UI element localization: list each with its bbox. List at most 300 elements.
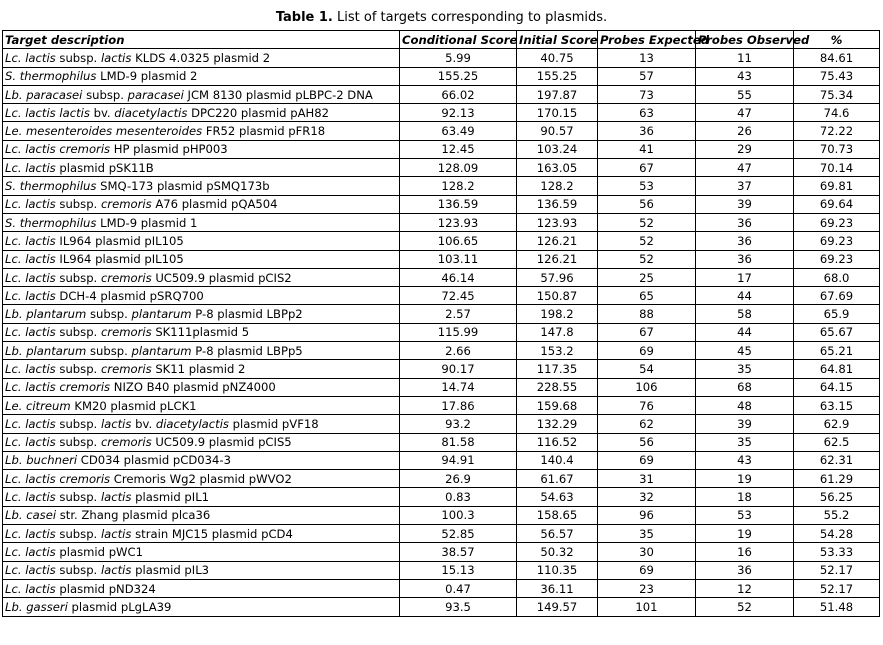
probes-expected-cell: 52	[598, 213, 696, 231]
description-text: P-8 plasmid LBPp2	[191, 307, 303, 322]
conditional-score-cell: 93.2	[400, 415, 517, 433]
target-description-cell	[3, 561, 400, 579]
table-row	[3, 378, 880, 396]
probes-observed-cell: 18	[696, 488, 794, 506]
probes-observed-cell: 39	[696, 415, 794, 433]
percent-cell: 63.15	[794, 396, 880, 414]
subspecies-name: lactis	[100, 50, 132, 65]
table-caption	[0, 9, 883, 26]
probes-observed-cell: 17	[696, 268, 794, 286]
conditional-score-cell: 63.49	[400, 122, 517, 140]
probes-expected-cell: 52	[598, 232, 696, 250]
probes-expected-cell: 67	[598, 159, 696, 177]
probes-expected-cell: 53	[598, 177, 696, 195]
probes-expected-cell: 67	[598, 323, 696, 341]
subspecies-name: lactis	[100, 526, 132, 541]
organism-name: Lb. gasseri	[5, 599, 68, 614]
description-text: HP plasmid pHP003	[110, 142, 228, 157]
subspecies-name: lactis	[100, 563, 132, 578]
percent-cell: 53.33	[794, 543, 880, 561]
subspecies-name: lactis	[100, 490, 132, 505]
description-text: subsp.	[55, 416, 101, 431]
percent-cell: 69.23	[794, 250, 880, 268]
subspecies-name: cremoris	[100, 325, 152, 340]
organism-name: Lc. lactis	[5, 252, 56, 267]
target-description-cell	[3, 67, 400, 85]
probes-observed-cell: 53	[696, 506, 794, 524]
table-row	[3, 598, 880, 616]
table-row	[3, 213, 880, 231]
table-row	[3, 305, 880, 323]
initial-score-cell: 197.87	[517, 85, 598, 103]
conditional-score-cell: 2.57	[400, 305, 517, 323]
percent-cell: 70.14	[794, 159, 880, 177]
probes-observed-cell: 35	[696, 433, 794, 451]
probes-observed-cell: 35	[696, 360, 794, 378]
probes-observed-cell: 16	[696, 543, 794, 561]
table-row	[3, 451, 880, 469]
probes-expected-cell: 76	[598, 396, 696, 414]
organism-name: S. thermophilus	[5, 179, 97, 194]
table-row	[3, 49, 880, 67]
organism-name: Lc. lactis	[5, 581, 56, 596]
conditional-score-cell: 26.9	[400, 470, 517, 488]
probes-observed-cell: 68	[696, 378, 794, 396]
percent-cell: 62.9	[794, 415, 880, 433]
target-description-cell	[3, 433, 400, 451]
description-text: str. Zhang plasmid plca36	[56, 508, 211, 523]
description-text: DCH-4 plasmid pSRQ700	[55, 288, 204, 303]
percent-cell: 62.31	[794, 451, 880, 469]
conditional-score-cell: 2.66	[400, 342, 517, 360]
organism-name: Le. citreum	[5, 398, 71, 413]
description-text: LMD-9 plasmid 1	[96, 215, 198, 230]
table-row	[3, 232, 880, 250]
table-row	[3, 525, 880, 543]
initial-score-cell: 128.2	[517, 177, 598, 195]
table-body	[3, 49, 880, 616]
organism-name: Lc. lactis	[5, 197, 56, 212]
initial-score-cell: 163.05	[517, 159, 598, 177]
description-text: subsp.	[55, 270, 101, 285]
description-text: plasmid pLgLA39	[67, 599, 172, 614]
target-description-cell	[3, 250, 400, 268]
probes-expected-cell: 25	[598, 268, 696, 286]
description-text: UC509.9 plasmid pCIS5	[151, 435, 292, 450]
initial-score-cell: 56.57	[517, 525, 598, 543]
organism-name: Lc. lactis lactis	[5, 105, 90, 120]
probes-observed-cell: 43	[696, 67, 794, 85]
probes-observed-cell: 12	[696, 579, 794, 597]
initial-score-cell: 90.57	[517, 122, 598, 140]
description-text: KM20 plasmid pLCK1	[70, 398, 197, 413]
initial-score-cell: 150.87	[517, 287, 598, 305]
probes-expected-cell: 57	[598, 67, 696, 85]
probes-expected-cell: 35	[598, 525, 696, 543]
conditional-score-cell: 100.3	[400, 506, 517, 524]
conditional-score-cell: 94.91	[400, 451, 517, 469]
organism-name: Lb. paracasei	[5, 87, 83, 102]
initial-score-cell: 159.68	[517, 396, 598, 414]
percent-cell: 61.29	[794, 470, 880, 488]
target-description-cell	[3, 287, 400, 305]
target-description-cell	[3, 470, 400, 488]
percent-cell: 64.81	[794, 360, 880, 378]
percent-cell: 51.48	[794, 598, 880, 616]
probes-observed-cell: 39	[696, 195, 794, 213]
conditional-score-cell: 38.57	[400, 543, 517, 561]
initial-score-cell: 149.57	[517, 598, 598, 616]
initial-score-cell: 117.35	[517, 360, 598, 378]
probes-expected-cell: 106	[598, 378, 696, 396]
probes-expected-cell: 41	[598, 140, 696, 158]
conditional-score-cell: 72.45	[400, 287, 517, 305]
description-text: IL964 plasmid pIL105	[55, 233, 184, 248]
description-text: bv.	[131, 416, 156, 431]
conditional-score-cell: 66.02	[400, 85, 517, 103]
target-description-cell	[3, 451, 400, 469]
percent-cell: 52.17	[794, 561, 880, 579]
subspecies-name: cremoris	[100, 435, 152, 450]
conditional-score-cell: 52.85	[400, 525, 517, 543]
description-text: subsp.	[55, 197, 101, 212]
probes-expected-cell: 96	[598, 506, 696, 524]
description-text: subsp.	[55, 325, 101, 340]
description-text: plasmid pIL3	[131, 563, 210, 578]
description-text: subsp.	[55, 50, 101, 65]
description-text: plasmid pIL1	[131, 490, 210, 505]
probes-observed-cell: 36	[696, 232, 794, 250]
probes-expected-cell: 36	[598, 122, 696, 140]
description-text: subsp.	[82, 87, 128, 102]
target-description-cell	[3, 232, 400, 250]
target-description-cell	[3, 396, 400, 414]
header-probes-observed: Probes Observed	[696, 31, 794, 49]
initial-score-cell: 140.4	[517, 451, 598, 469]
initial-score-cell: 147.8	[517, 323, 598, 341]
probes-observed-cell: 11	[696, 49, 794, 67]
percent-cell: 74.6	[794, 104, 880, 122]
probes-observed-cell: 47	[696, 104, 794, 122]
table-row	[3, 287, 880, 305]
initial-score-cell: 50.32	[517, 543, 598, 561]
conditional-score-cell: 46.14	[400, 268, 517, 286]
percent-cell: 70.73	[794, 140, 880, 158]
initial-score-cell: 126.21	[517, 250, 598, 268]
probes-observed-cell: 36	[696, 250, 794, 268]
description-text: plasmid pVF18	[228, 416, 319, 431]
initial-score-cell: 126.21	[517, 232, 598, 250]
percent-cell: 67.69	[794, 287, 880, 305]
initial-score-cell: 228.55	[517, 378, 598, 396]
probes-expected-cell: 88	[598, 305, 696, 323]
subspecies-name: lactis	[100, 416, 132, 431]
organism-name: Lc. lactis	[5, 325, 56, 340]
description-text: CD034 plasmid pCD034-3	[77, 453, 231, 468]
probes-observed-cell: 48	[696, 396, 794, 414]
table-row	[3, 415, 880, 433]
description-text: subsp.	[55, 490, 101, 505]
conditional-score-cell: 0.83	[400, 488, 517, 506]
description-text: subsp.	[86, 343, 132, 358]
description-text: bv.	[89, 105, 115, 120]
conditional-score-cell: 136.59	[400, 195, 517, 213]
initial-score-cell: 170.15	[517, 104, 598, 122]
initial-score-cell: 155.25	[517, 67, 598, 85]
organism-name: Lc. lactis cremoris	[5, 142, 111, 157]
conditional-score-cell: 92.13	[400, 104, 517, 122]
percent-cell: 65.21	[794, 342, 880, 360]
percent-cell: 55.2	[794, 506, 880, 524]
table-row	[3, 195, 880, 213]
initial-score-cell: 153.2	[517, 342, 598, 360]
probes-expected-cell: 63	[598, 104, 696, 122]
table-row	[3, 67, 880, 85]
target-description-cell	[3, 415, 400, 433]
organism-name: Lc. lactis cremoris	[5, 471, 111, 486]
target-description-cell	[3, 525, 400, 543]
conditional-score-cell: 128.2	[400, 177, 517, 195]
table-row	[3, 488, 880, 506]
organism-name: Lc. lactis	[5, 416, 56, 431]
percent-cell: 75.34	[794, 85, 880, 103]
probes-observed-cell: 36	[696, 561, 794, 579]
subspecies-name: cremoris	[100, 197, 152, 212]
organism-name: Lc. lactis	[5, 526, 56, 541]
percent-cell: 62.5	[794, 433, 880, 451]
table-row	[3, 250, 880, 268]
probes-observed-cell: 43	[696, 451, 794, 469]
target-description-cell	[3, 342, 400, 360]
table-row	[3, 561, 880, 579]
header-initial-score: Initial Score	[517, 31, 598, 49]
target-description-cell	[3, 49, 400, 67]
probes-expected-cell: 65	[598, 287, 696, 305]
target-description-cell	[3, 488, 400, 506]
probes-expected-cell: 69	[598, 342, 696, 360]
conditional-score-cell: 115.99	[400, 323, 517, 341]
table-row	[3, 159, 880, 177]
initial-score-cell: 132.29	[517, 415, 598, 433]
biovar-name: diacetylactis	[155, 416, 229, 431]
target-description-cell	[3, 323, 400, 341]
target-description-cell	[3, 213, 400, 231]
initial-score-cell: 61.67	[517, 470, 598, 488]
probes-expected-cell: 31	[598, 470, 696, 488]
target-description-cell	[3, 195, 400, 213]
initial-score-cell: 136.59	[517, 195, 598, 213]
percent-cell: 69.64	[794, 195, 880, 213]
probes-expected-cell: 13	[598, 49, 696, 67]
initial-score-cell: 40.75	[517, 49, 598, 67]
probes-observed-cell: 55	[696, 85, 794, 103]
initial-score-cell: 116.52	[517, 433, 598, 451]
target-description-cell	[3, 177, 400, 195]
target-description-cell	[3, 159, 400, 177]
description-text: KLDS 4.0325 plasmid 2	[131, 50, 271, 65]
description-text: JCM 8130 plasmid pLBPC-2 DNA	[183, 87, 373, 102]
probes-expected-cell: 73	[598, 85, 696, 103]
target-description-cell	[3, 543, 400, 561]
organism-name: Lc. lactis	[5, 544, 56, 559]
description-text: IL964 plasmid pIL105	[55, 252, 184, 267]
plasmid-targets-table	[2, 30, 880, 617]
percent-cell: 75.43	[794, 67, 880, 85]
table-row	[3, 543, 880, 561]
organism-name: Lb. buchneri	[5, 453, 78, 468]
table-row	[3, 177, 880, 195]
subspecies-name: cremoris	[100, 361, 152, 376]
description-text: FR52 plasmid pFR18	[202, 124, 326, 139]
probes-expected-cell: 23	[598, 579, 696, 597]
caption-label: Table 1.	[275, 10, 333, 25]
probes-observed-cell: 58	[696, 305, 794, 323]
target-description-cell	[3, 140, 400, 158]
organism-name: Lc. lactis	[5, 270, 56, 285]
initial-score-cell: 57.96	[517, 268, 598, 286]
conditional-score-cell: 5.99	[400, 49, 517, 67]
target-description-cell	[3, 104, 400, 122]
organism-name: S. thermophilus	[5, 69, 97, 84]
table-row	[3, 122, 880, 140]
percent-cell: 69.81	[794, 177, 880, 195]
percent-cell: 65.67	[794, 323, 880, 341]
probes-observed-cell: 36	[696, 213, 794, 231]
header-conditional-score: Conditional Score	[400, 31, 517, 49]
description-text: SK111plasmid 5	[151, 325, 250, 340]
description-text: strain MJC15 plasmid pCD4	[131, 526, 293, 541]
conditional-score-cell: 123.93	[400, 213, 517, 231]
description-text: Cremoris Wg2 plasmid pWVO2	[110, 471, 292, 486]
header-target-description: Target description	[3, 31, 400, 49]
table-row	[3, 470, 880, 488]
organism-name: Lc. lactis	[5, 233, 56, 248]
percent-cell: 84.61	[794, 49, 880, 67]
percent-cell: 68.0	[794, 268, 880, 286]
table-row	[3, 85, 880, 103]
initial-score-cell: 54.63	[517, 488, 598, 506]
organism-name: Lb. plantarum	[5, 307, 87, 322]
organism-name: Lc. lactis	[5, 160, 56, 175]
table-row	[3, 396, 880, 414]
conditional-score-cell: 103.11	[400, 250, 517, 268]
description-text: NIZO B40 plasmid pNZ4000	[110, 380, 276, 395]
table-row	[3, 342, 880, 360]
probes-observed-cell: 52	[696, 598, 794, 616]
organism-name: Lb. casei	[5, 508, 57, 523]
organism-name: S. thermophilus	[5, 215, 97, 230]
description-text: UC509.9 plasmid pCIS2	[151, 270, 292, 285]
probes-observed-cell: 37	[696, 177, 794, 195]
target-description-cell	[3, 122, 400, 140]
conditional-score-cell: 14.74	[400, 378, 517, 396]
conditional-score-cell: 17.86	[400, 396, 517, 414]
subspecies-name: paracasei	[127, 87, 184, 102]
probes-expected-cell: 62	[598, 415, 696, 433]
target-description-cell	[3, 305, 400, 323]
organism-name: Lc. lactis	[5, 288, 56, 303]
probes-expected-cell: 52	[598, 250, 696, 268]
conditional-score-cell: 106.65	[400, 232, 517, 250]
probes-expected-cell: 30	[598, 543, 696, 561]
conditional-score-cell: 128.09	[400, 159, 517, 177]
probes-observed-cell: 47	[696, 159, 794, 177]
table-row	[3, 506, 880, 524]
conditional-score-cell: 15.13	[400, 561, 517, 579]
probes-observed-cell: 44	[696, 287, 794, 305]
description-text: plasmid pND324	[55, 581, 156, 596]
probes-observed-cell: 26	[696, 122, 794, 140]
initial-score-cell: 158.65	[517, 506, 598, 524]
percent-cell: 65.9	[794, 305, 880, 323]
organism-name: Lb. plantarum	[5, 343, 87, 358]
probes-observed-cell: 44	[696, 323, 794, 341]
description-text: subsp.	[55, 435, 101, 450]
subspecies-name: diacetylactis	[114, 105, 188, 120]
initial-score-cell: 123.93	[517, 213, 598, 231]
target-description-cell	[3, 268, 400, 286]
description-text: plasmid pWC1	[55, 544, 143, 559]
table-row	[3, 268, 880, 286]
probes-observed-cell: 29	[696, 140, 794, 158]
subspecies-name: plantarum	[131, 343, 192, 358]
header-percent: %	[794, 31, 880, 49]
header-probes-expected: Probes Expected	[598, 31, 696, 49]
percent-cell: 56.25	[794, 488, 880, 506]
subspecies-name: plantarum	[131, 307, 192, 322]
percent-cell: 64.15	[794, 378, 880, 396]
initial-score-cell: 198.2	[517, 305, 598, 323]
header-row	[3, 31, 880, 49]
table-row	[3, 433, 880, 451]
probes-observed-cell: 45	[696, 342, 794, 360]
conditional-score-cell: 93.5	[400, 598, 517, 616]
probes-observed-cell: 19	[696, 470, 794, 488]
percent-cell: 69.23	[794, 213, 880, 231]
description-text: subsp.	[55, 526, 101, 541]
table-row	[3, 323, 880, 341]
description-text: SMQ-173 plasmid pSMQ173b	[96, 179, 270, 194]
description-text: LMD-9 plasmid 2	[96, 69, 198, 84]
probes-expected-cell: 101	[598, 598, 696, 616]
probes-observed-cell: 19	[696, 525, 794, 543]
conditional-score-cell: 12.45	[400, 140, 517, 158]
organism-name: Lc. lactis	[5, 563, 56, 578]
target-description-cell	[3, 85, 400, 103]
initial-score-cell: 36.11	[517, 579, 598, 597]
description-text: P-8 plasmid LBPp5	[191, 343, 303, 358]
organism-name: Le. mesenteroides mesenteroides	[5, 124, 203, 139]
conditional-score-cell: 0.47	[400, 579, 517, 597]
conditional-score-cell: 90.17	[400, 360, 517, 378]
organism-name: Lc. lactis cremoris	[5, 380, 111, 395]
percent-cell: 52.17	[794, 579, 880, 597]
target-description-cell	[3, 579, 400, 597]
description-text: DPC220 plasmid pAH82	[187, 105, 329, 120]
table-row	[3, 360, 880, 378]
probes-expected-cell: 56	[598, 195, 696, 213]
description-text: plasmid pSK11B	[55, 160, 154, 175]
organism-name: Lc. lactis	[5, 435, 56, 450]
organism-name: Lc. lactis	[5, 50, 56, 65]
probes-expected-cell: 32	[598, 488, 696, 506]
initial-score-cell: 110.35	[517, 561, 598, 579]
table-row	[3, 579, 880, 597]
target-description-cell	[3, 360, 400, 378]
description-text: SK11 plasmid 2	[151, 361, 246, 376]
organism-name: Lc. lactis	[5, 490, 56, 505]
probes-expected-cell: 56	[598, 433, 696, 451]
